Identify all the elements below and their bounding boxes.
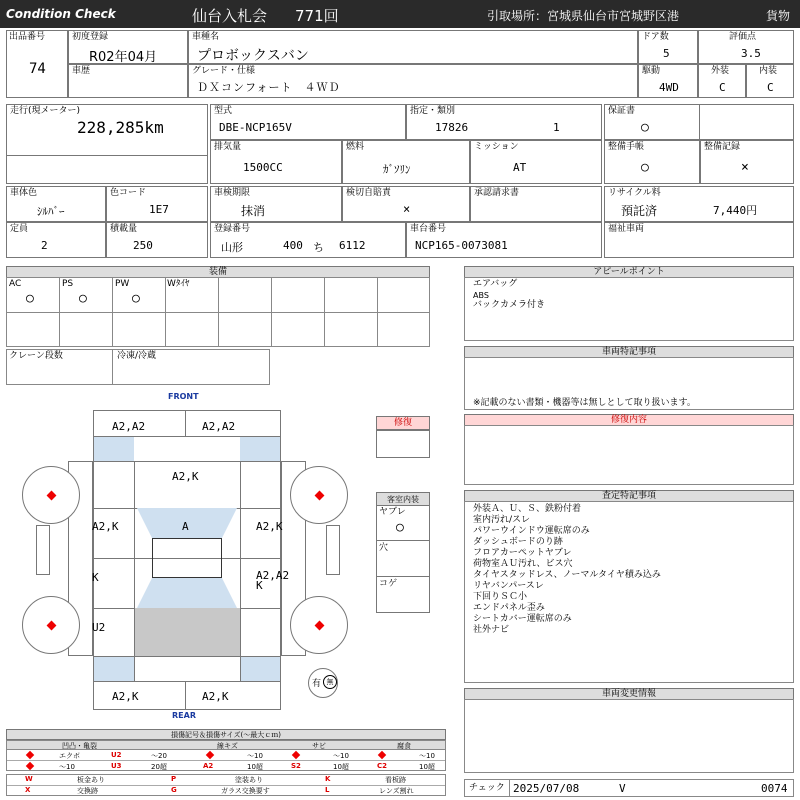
legend-title: 損傷記号＆損傷サイズ(〜最大ｃｍ) bbox=[6, 729, 446, 740]
equipment-grid bbox=[6, 277, 430, 347]
designation-cell: 指定・類別 17826 1 bbox=[406, 104, 602, 140]
auto-tax-cell: 検切自賠責 × bbox=[342, 186, 470, 222]
approval-cell: 承認請求書 bbox=[470, 186, 602, 222]
repair-header: 修復 bbox=[376, 416, 430, 430]
warranty-cell: 保証書 ○ bbox=[604, 104, 794, 140]
score-cell: 評価点 3.5 bbox=[698, 30, 794, 64]
left-mirror bbox=[36, 525, 50, 575]
header-lot-code: 771回 bbox=[295, 7, 339, 25]
model-cell: 型式 DBE-NCP165V bbox=[210, 104, 406, 140]
color-cell: 車体色 ｼﾙﾊﾞｰ bbox=[6, 186, 106, 222]
interior-condition-header: 客室内装 bbox=[376, 492, 430, 506]
check-row: チェック 2025/07/08 V 0074 bbox=[464, 779, 794, 797]
mileage-cell: 走行(現メーター) 228,285km bbox=[6, 104, 208, 184]
tire-rear-right bbox=[290, 596, 348, 654]
equip-wtire-label: Wﾀｲﾔ bbox=[167, 279, 190, 289]
inspector-title: 査定特記事項 bbox=[464, 490, 794, 502]
rear-floor bbox=[135, 608, 240, 656]
equipment-title: 装備 bbox=[6, 266, 430, 278]
check-number: 0074 bbox=[761, 782, 788, 795]
exterior-cell: 外装 C bbox=[698, 64, 746, 98]
rear-label: REAR bbox=[172, 711, 196, 720]
appeal-panel: エアバッグ ABS バックカメラ付き bbox=[464, 277, 794, 341]
grade-cell: グレード・仕様 ＤＸコンフォート ４ＷＤ bbox=[188, 64, 638, 98]
car-name-value: プロボックスバン bbox=[197, 48, 309, 64]
header-auction: 仙台入札会 bbox=[192, 7, 268, 25]
roof bbox=[152, 538, 222, 578]
load-cell: 積載量 250 bbox=[106, 222, 208, 258]
inspector-panel: 外装Ａ、Ｕ、Ｓ、鉄粉付着 室内汚れ/スレ パワーウインドウ運転席のみ ダッシュボードのり跡 フロアカーペットヤブレ 荷物室ＡＵ汚れ、ビス穴 タイヤスタッドレス、ノーマルタイヤ積み込み リヤバンパースレ 下回りＳＣ小 エンドパネル歪み シートカバー運転席のみ 社外ナビ bbox=[464, 501, 794, 683]
inspection-cell: 車検期限 抹消 bbox=[210, 186, 342, 222]
drive-cell: 駆動 4WD bbox=[638, 64, 698, 98]
history-cell: 車歴 bbox=[68, 64, 188, 98]
special-panel: ※記載のない書類・機器等は無しとして取り扱います。 bbox=[464, 357, 794, 410]
recycle-cell: リサイクル料 預託済 7,440円 bbox=[604, 186, 794, 222]
rear-window bbox=[137, 578, 237, 608]
equip-pw-value: ○ bbox=[132, 291, 140, 306]
tire-rear-left bbox=[22, 596, 80, 654]
repair-content-title: 修復内容 bbox=[464, 414, 794, 426]
equip-pw-label: PW bbox=[115, 279, 130, 289]
special-title: 車両特記事項 bbox=[464, 346, 794, 358]
front-label: FRONT bbox=[168, 392, 199, 401]
crane-freezer-box: クレーン段数 冷凍/冷蔵 bbox=[6, 349, 270, 385]
repair-content-panel bbox=[464, 425, 794, 485]
repair-box bbox=[376, 430, 430, 458]
spare-tire: 有 無 bbox=[308, 668, 338, 698]
changes-title: 車両変更情報 bbox=[464, 688, 794, 700]
interior-cell: 内装 C bbox=[746, 64, 794, 98]
equip-ac-label: AC bbox=[9, 279, 22, 289]
score-value: 3.5 bbox=[741, 47, 761, 60]
header-title: Condition Check bbox=[6, 7, 116, 21]
mileage-value: 228,285km bbox=[77, 118, 164, 137]
lot-no-cell: 出品番号 74 bbox=[6, 30, 68, 98]
doors-cell: ドア数 5 bbox=[638, 30, 698, 64]
first-reg-cell: 初度登録 R02年04月 bbox=[68, 30, 188, 64]
legend-table: 凹凸・亀裂 線キズ サビ 腐食 エクボ U2 〜20 〜10 U3 20超 〜10 A2 10超 〜10 S2 10超 〜10 C2 10超 bbox=[6, 740, 446, 771]
equip-ps-value: ○ bbox=[79, 291, 87, 306]
displacement-cell: 排気量 1500CC bbox=[210, 140, 342, 184]
first-reg-value: R02年04月 bbox=[89, 50, 158, 65]
lot-no-value: 74 bbox=[29, 61, 46, 77]
car-name-cell: 車種名 プロボックスバン bbox=[188, 30, 638, 64]
header-pickup: 引取場所：宮城県仙台市宮城野区港 bbox=[487, 9, 680, 23]
fuel-cell: 燃料 ｶﾞｿﾘﾝ bbox=[342, 140, 470, 184]
capacity-cell: 定員 2 bbox=[6, 222, 106, 258]
color-code-cell: 色コード 1E7 bbox=[106, 186, 208, 222]
header-category: 貨物 bbox=[766, 9, 791, 23]
check-date: 2025/07/08 bbox=[513, 782, 580, 795]
grade-value: ＤＸコンフォート ４ＷＤ bbox=[197, 81, 341, 94]
transmission-cell: ミッション AT bbox=[470, 140, 602, 184]
header-bar bbox=[0, 0, 800, 28]
legend-codes: W 板金あり P 塗装あり K 看板跡 X 交換跡 G ガラス交換要す L レンズ割れ bbox=[6, 774, 446, 796]
model-value: DBE-NCP165V bbox=[219, 121, 292, 134]
tire-front-left bbox=[22, 466, 80, 524]
equip-ps-label: PS bbox=[62, 279, 74, 289]
equip-ac-value: ○ bbox=[26, 291, 34, 306]
right-mirror bbox=[326, 525, 340, 575]
welfare-cell: 福祉車両 bbox=[604, 222, 794, 258]
interior-condition-box: ヤブレ ○ 穴 コゲ bbox=[376, 505, 430, 613]
chassis-value: NCP165-0073081 bbox=[415, 239, 508, 252]
changes-panel bbox=[464, 699, 794, 773]
appeal-title: アピールポイント bbox=[464, 266, 794, 278]
maint-book-cell: 整備手帳 ○ bbox=[604, 140, 700, 184]
tire-front-right bbox=[290, 466, 348, 524]
chassis-cell: 車台番号 NCP165-0073081 bbox=[406, 222, 602, 258]
maint-record-cell: 整備記録 × bbox=[700, 140, 794, 184]
plate-cell: 登録番号 山形 400 ち 6112 bbox=[210, 222, 406, 258]
